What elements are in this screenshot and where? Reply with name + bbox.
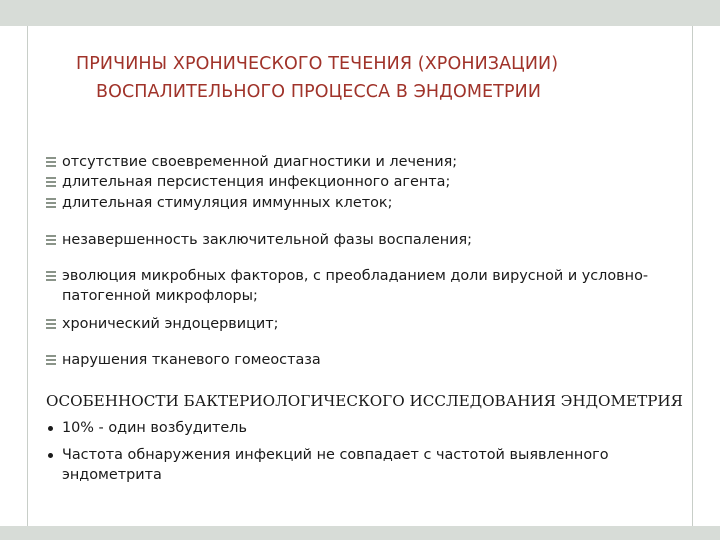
bullet-bars-icon	[46, 157, 56, 167]
slide-title-line1: ПРИЧИНЫ ХРОНИЧЕСКОГО ТЕЧЕНИЯ (ХРОНИЗАЦИИ)	[76, 54, 559, 74]
bullet-bars-icon	[46, 198, 56, 208]
feature-item-text: 10% - один возбудитель	[62, 420, 247, 436]
right-border-line	[692, 26, 693, 526]
cause-item	[46, 193, 686, 213]
section-heading: ОСОБЕННОСТИ БАКТЕРИОЛОГИЧЕСКОГО ИССЛЕДОВАНИЯ ЭНДОМЕТРИЯ	[46, 392, 683, 410]
cause-item-text: незавершенность заключительной фазы воспаления;	[62, 232, 473, 248]
bottom-decor-band	[0, 526, 720, 540]
cause-item	[46, 172, 686, 192]
bullet-bars-icon	[46, 177, 56, 187]
bullet-bars-icon	[46, 355, 56, 365]
slide-title-line2: ВОСПАЛИТЕЛЬНОГО ПРОЦЕССА В ЭНДОМЕТРИИ	[96, 82, 542, 102]
cause-item-text: отсутствие своевременной диагностики и лечения;	[62, 154, 458, 170]
bullet-bars-icon	[46, 319, 56, 329]
cause-item-text: нарушения тканевого гомеостаза	[62, 352, 321, 368]
round-dot-bullet-icon	[48, 453, 53, 458]
cause-item	[46, 230, 686, 250]
bullet-bars-icon	[46, 235, 56, 245]
cause-item-text: эволюция микробных факторов, с преобладанием доли вирусной и условно-патогенной микрофлоры;	[62, 268, 649, 304]
cause-item	[46, 266, 686, 306]
cause-item	[46, 350, 686, 370]
feature-item-text: Частота обнаружения инфекций не совпадает с частотой выявленного эндометрита	[62, 447, 609, 483]
cause-item-text: хронический эндоцервицит;	[62, 316, 279, 332]
feature-item	[46, 445, 676, 485]
cause-item	[46, 314, 686, 334]
cause-item	[46, 152, 686, 172]
left-border-line	[27, 26, 28, 526]
round-dot-bullet-icon	[48, 426, 53, 431]
slide-title	[40, 50, 680, 106]
cause-item-text: длительная персистенция инфекционного агента;	[62, 174, 451, 190]
cause-item-text: длительная стимуляция иммунных клеток;	[62, 195, 393, 211]
bullet-bars-icon	[46, 271, 56, 281]
top-decor-band	[0, 0, 720, 26]
feature-item	[46, 418, 676, 438]
